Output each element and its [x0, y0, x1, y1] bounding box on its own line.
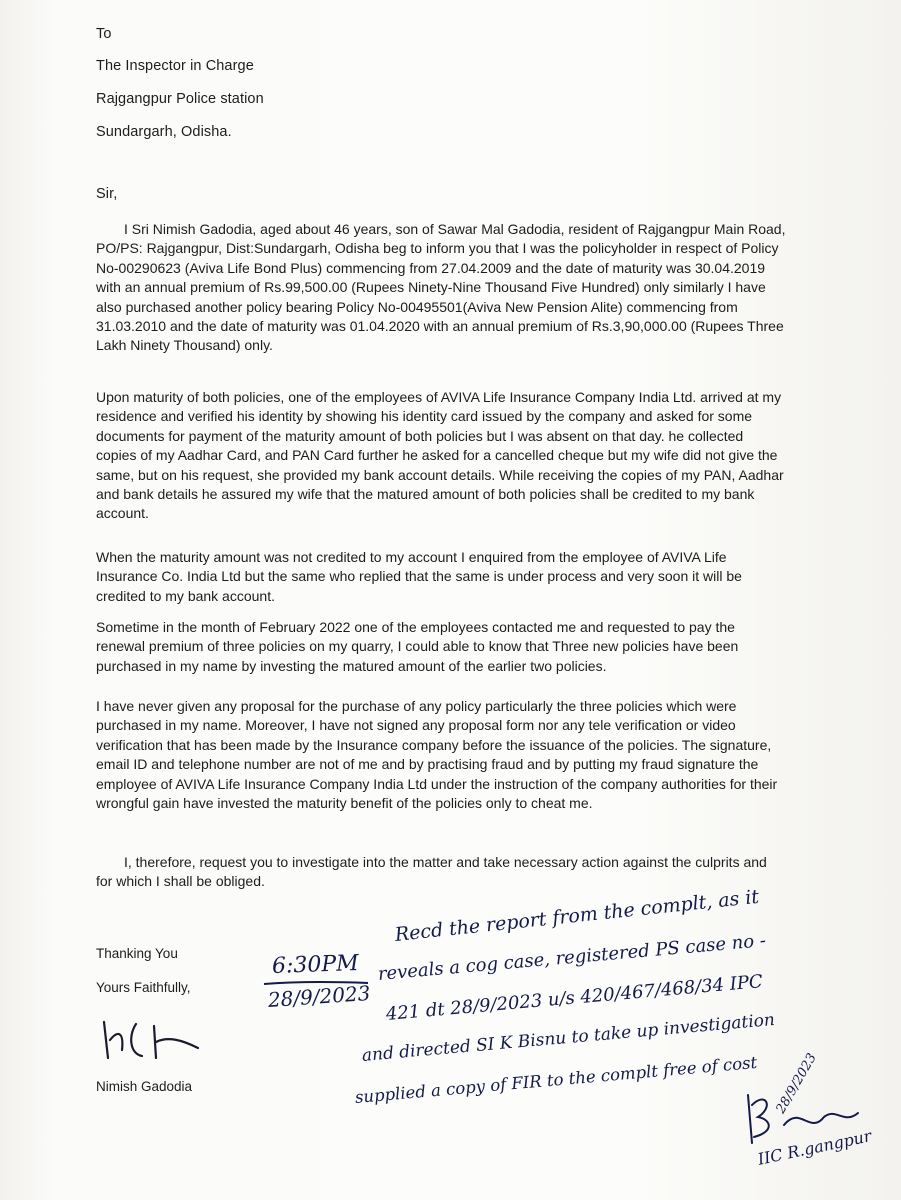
- sender-name: Nimish Gadodia: [96, 1079, 193, 1094]
- paragraph-6: I, therefore, request you to investigate into the matter and take necessary action against the culprits and for which I shall be obliged.: [96, 854, 767, 890]
- endorsement-line-5: supplied a copy of FIR to the complt free of cost: [354, 1052, 758, 1107]
- officer-designation: IIC R.gangpur: [756, 1126, 874, 1169]
- endorsement-line-3: 421 dt 28/9/2023 u/s 420/467/468/34 IPC: [385, 971, 764, 1025]
- endorsement-line-1: Recd the report from the complt, as it: [393, 885, 761, 946]
- address-to: To: [96, 26, 112, 42]
- salutation: Sir,: [96, 186, 118, 202]
- endorsement-time: 6:30PM: [271, 950, 360, 979]
- address-line-1: The Inspector in Charge: [96, 58, 254, 74]
- officer-sign-date: 28/9/2023: [773, 1051, 820, 1117]
- endorsement-date: 28/9/2023: [267, 980, 372, 1012]
- paragraph-2: Upon maturity of both policies, one of the employees of AVIVA Life Insurance Company India Ltd. arrived at my residence and verified his identity by showing his identity card issued by the company and asked for some documents for payment of the maturity amount of both policies but I was absent on that day. he collected copies of my Aadhar Card, and PAN Card further he asked for a cancelled cheque but my wife did not give the same, but on his request, she provided my bank account details. While receiving the copies of my PAN, Aadhar and bank details he assured my wife that the matured amount of both policies shall be credited to my bank account.: [96, 389, 784, 522]
- paragraph-1: I Sri Nimish Gadodia, aged about 46 years, son of Sawar Mal Gadodia, resident of Rajgangpur Main Road, PO/PS: Rajgangpur, Dist:Sundargarh, Odisha beg to inform you that I was the policyholder in respect of Policy No-00290623 (Aviva Life Bond Plus) commencing from 27.04.2009 and the date of maturity was 30.04.2019 with an annual premium of Rs.99,500.00 (Rupees Ninety-Nine Thousand Five Hundred) only similarly I have also purchased another policy bearing Policy No-00495501(Aviva New Pension Alite) commencing from 31.03.2010 and the date of maturity was 01.04.2020 with an annual premium of Rs.3,90,000.00 (Rupees Three Lakh Ninety Thousand) only.: [96, 221, 786, 354]
- paragraph-3: When the maturity amount was not credited to my account I enquired from the employee of AVIVA Life Insurance Co. India Ltd but the same who replied that the same is under process and very soon it will be credited to my bank account.: [96, 549, 742, 604]
- sender-signature: [98, 1010, 208, 1070]
- endorsement-line-4: and directed SI K Bisnu to take up investigation: [361, 1009, 776, 1066]
- address-line-3: Sundargarh, Odisha.: [96, 124, 232, 140]
- endorsement-line-2: reveals a cog case, registered PS case no -: [377, 930, 767, 985]
- paragraph-5: I have never given any proposal for the purchase of any policy particularly the three policies which were purchased in my name. Moreover, I have not signed any proposal form nor any tele verification or video verification that has been made by the Insurance company before the issuance of the policies. The signature, email ID and telephone number are not of me and by practising fraud and by putting my fraud signature the employee of AVIVA Life Insurance Company India Ltd under the instruction of the company authorities for their wrongful gain have invested the maturity benefit of the policies only to cheat me.: [96, 698, 778, 812]
- address-line-2: Rajgangpur Police station: [96, 91, 264, 107]
- closing-thanking: Thanking You: [96, 946, 178, 961]
- paragraph-4: Sometime in the month of February 2022 one of the employees contacted me and requested to pay the renewal premium of three policies on my quarry, I could able to know that Three new policies have been purchased in my name by investing the matured amount of the earlier two policies.: [96, 619, 739, 674]
- closing-yours: Yours Faithfully,: [96, 980, 191, 995]
